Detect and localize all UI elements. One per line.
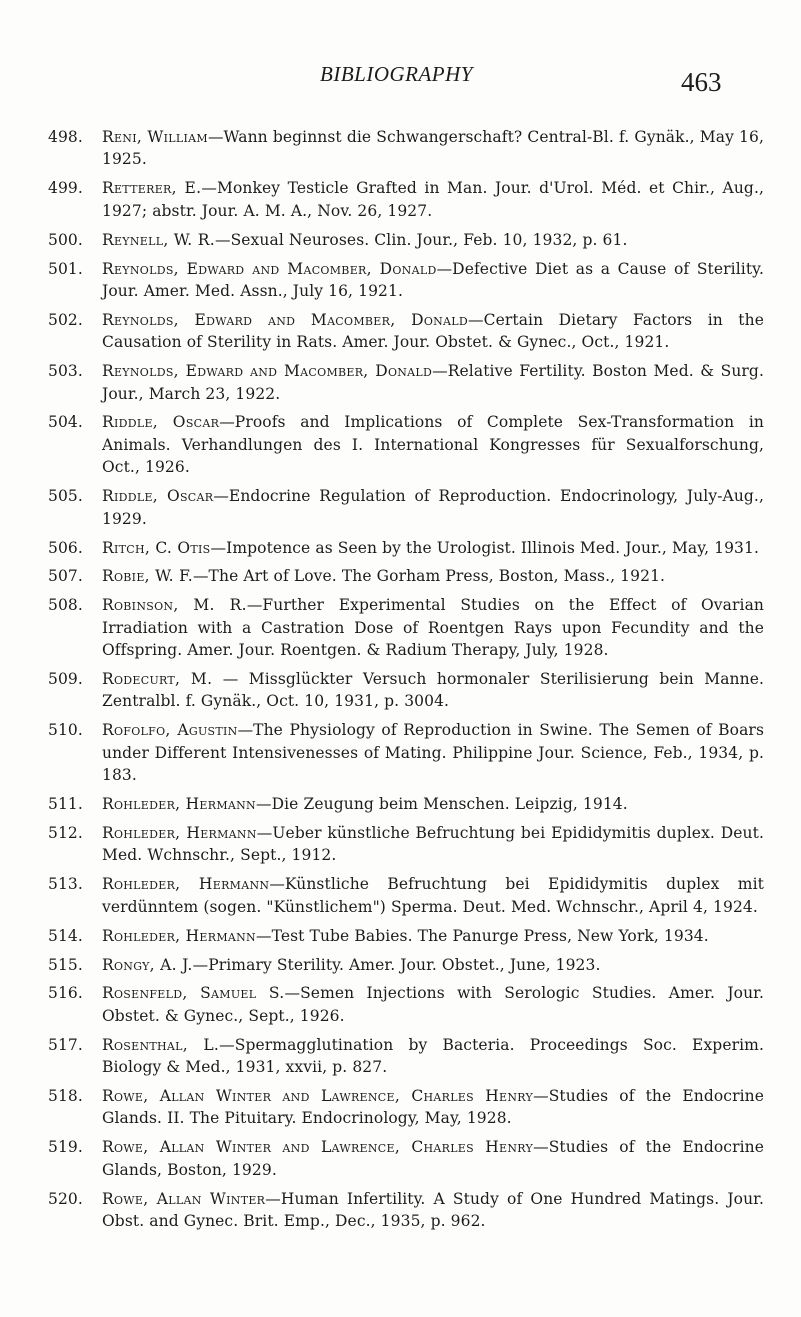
entry-number: 505. [48, 487, 83, 506]
entry-author: Rowe, Allan Winter [102, 1189, 266, 1208]
entry-citation: — Missglückter Versuch hormonaler Sterilisierung bein Manne. Zentralbl. f. Gynäk., Oct. 10, 1931, p. 3004. [102, 670, 764, 711]
entry-number: 498. [48, 128, 83, 146]
entry-number: 502. [48, 310, 83, 329]
entry-number: 515. [48, 955, 83, 974]
entry-number: 507. [48, 567, 83, 586]
bibliography-entry [48, 229, 764, 251]
bibliography-entry [48, 1085, 764, 1130]
entry-number: 509. [48, 670, 83, 689]
bibliography-entry [48, 360, 764, 405]
entry-citation: —Human Infertility. A Study of One Hundred Matings. Jour. Obst. and Gynec. Brit. Emp., Dec., 1935, p. 962. [102, 1189, 764, 1231]
bibliography-entry [48, 309, 764, 354]
entry-author: Rofolfo, Agustin [102, 721, 238, 740]
bibliography-entry [48, 1034, 764, 1079]
entry-citation: —Certain Dietary Factors in the Causation of Sterility in Rats. Amer. Jour. Obstet. & Gynec., Oct., 1921. [102, 310, 764, 352]
entry-number: 506. [48, 538, 83, 557]
entry-author: Rowe, Allan Winter and Lawrence, Charles Henry [102, 1087, 534, 1106]
entry-number: 516. [48, 984, 83, 1003]
entry-citation: —Endocrine Regulation of Reproduction. Endocrinology, July-Aug., 1929. [102, 487, 764, 528]
bibliography-entry [48, 793, 764, 815]
bibliography-entry [48, 719, 764, 786]
bibliography-entry [48, 411, 764, 478]
entry-citation: —Monkey Testicle Grafted in Man. Jour. d'Urol. Méd. et Chir., Aug., 1927; abstr. Jour. A. M. A., Nov. 26, 1927. [102, 179, 764, 220]
bibliography-list [48, 126, 764, 1239]
entry-citation: —Relative Fertility. Boston Med. & Surg. Jour., March 23, 1922. [102, 362, 764, 403]
entry-author: Reni, William [102, 128, 208, 146]
entry-number: 520. [48, 1189, 83, 1208]
entry-number: 513. [48, 875, 83, 894]
entry-citation: —The Physiology of Reproduction in Swine. The Semen of Boars under Different Intensivenesses of Mating. Philippine Jour. Science, Feb., 1934, p. 183. [102, 721, 764, 785]
entry-citation: —Studies of the Endocrine Glands, Boston, 1929. [102, 1138, 764, 1179]
entry-citation: —Spermagglutination by Bacteria. Proceedings Soc. Experim. Biology & Med., 1931, xxvii, p. 827. [102, 1035, 764, 1077]
bibliography-entry [48, 1188, 764, 1233]
bibliography-entry [48, 668, 764, 713]
entry-citation: —Ueber künstliche Befruchtung bei Epididymitis duplex. Deut. Med. Wchnschr., Sept., 1912. [102, 823, 764, 865]
entry-number: 504. [48, 413, 83, 432]
entry-author: Rosenthal, L. [102, 1035, 220, 1054]
entry-author: Riddle, Oscar [102, 487, 214, 506]
entry-citation: —The Art of Love. The Gorham Press, Boston, Mass., 1921. [192, 567, 666, 586]
bibliography-entry [48, 258, 764, 303]
entry-author: Rongy, A. J. [102, 955, 193, 974]
bibliography-entry [48, 126, 764, 171]
entry-number: 517. [48, 1035, 83, 1054]
entry-author: Rohleder, Hermann [102, 823, 257, 842]
entry-author: Reynell, W. R. [102, 230, 215, 249]
entry-number: 501. [48, 259, 83, 278]
entry-number: 514. [48, 926, 83, 945]
entry-number: 499. [48, 179, 83, 198]
bibliography-entry [48, 537, 764, 559]
entry-author: Retterer, E. [102, 179, 202, 198]
entry-citation: —Wann beginnst die Schwangerschaft? Central-Bl. f. Gynäk., May 16, 1925. [102, 128, 764, 169]
entry-citation: —Künstliche Befruchtung bei Epididymitis duplex mit verdünntem (sogen. "Künstlichem") Sperma. Deut. Med. Wchnschr., April 4, 1924. [102, 875, 764, 916]
entry-citation: —Sexual Neuroses. Clin. Jour., Feb. 10, 1932, p. 61. [214, 230, 628, 249]
entry-citation: —Semen Injections with Serologic Studies. Amer. Jour. Obstet. & Gynec., Sept., 1926. [102, 984, 764, 1025]
entry-number: 508. [48, 596, 83, 615]
entry-author: Rohleder, Hermann [102, 875, 270, 894]
bibliography-entry [48, 954, 764, 976]
bibliography-entry [48, 565, 764, 587]
entry-author: Rodecurt, M. [102, 670, 213, 689]
entry-citation: —Further Experimental Studies on the Effect of Ovarian Irradiation with a Castration Dose of Roentgen Rays upon Fecundity and the Offspring. Amer. Jour. Roentgen. & Radium Therapy, July, 1928. [102, 596, 764, 660]
entry-author: Rosenfeld, Samuel S. [102, 984, 285, 1003]
bibliography-entry [48, 822, 764, 867]
entry-number: 500. [48, 230, 83, 249]
entry-citation: —Defective Diet as a Cause of Sterility. Jour. Amer. Med. Assn., July 16, 1921. [102, 259, 764, 300]
entry-author: Robie, W. F. [102, 567, 193, 586]
entry-author: Rowe, Allan Winter and Lawrence, Charles Henry [102, 1138, 534, 1157]
entry-number: 519. [48, 1138, 83, 1157]
entry-author: Rohleder, Hermann [102, 795, 256, 814]
entry-citation: —Studies of the Endocrine Glands. II. The Pituitary. Endocrinology, May, 1928. [102, 1087, 764, 1128]
entry-citation: —Primary Sterility. Amer. Jour. Obstet., June, 1923. [192, 955, 601, 974]
entry-author: Robinson, M. R. [102, 596, 247, 615]
entry-author: Ritch, C. Otis [102, 538, 211, 557]
page-number: 463 [681, 67, 722, 97]
entry-citation: —Test Tube Babies. The Panurge Press, New York, 1934. [256, 926, 709, 945]
entry-author: Reynolds, Edward and Macomber, Donald [102, 362, 433, 381]
entry-citation: —Impotence as Seen by the Urologist. Illinois Med. Jour., May, 1931. [210, 538, 759, 557]
entry-number: 503. [48, 362, 83, 381]
running-title: BIBLIOGRAPHY [320, 62, 473, 86]
entry-author: Reynolds, Edward and Macomber, Donald [102, 310, 469, 329]
entry-author: Riddle, Oscar [102, 413, 220, 432]
entry-number: 511. [48, 795, 83, 814]
bibliography-entry [48, 1136, 764, 1181]
bibliography-entry [48, 485, 764, 530]
entry-number: 510. [48, 721, 83, 740]
bibliography-entry [48, 873, 764, 918]
entry-citation: —Die Zeugung beim Menschen. Leipzig, 1914. [256, 795, 628, 814]
bibliography-entry [48, 925, 764, 947]
entry-author: Reynolds, Edward and Macomber, Donald [102, 259, 437, 278]
page-header [0, 62, 801, 102]
bibliography-entry [48, 177, 764, 222]
entry-citation: —Proofs and Implications of Complete Sex-Transformation in Animals. Verhandlungen des I. International Kongresses für Sexualforschung, Oct., 1926. [102, 413, 764, 477]
entry-author: Rohleder, Hermann [102, 926, 256, 945]
entry-number: 518. [48, 1087, 83, 1106]
entry-number: 512. [48, 823, 83, 842]
bibliography-entry [48, 982, 764, 1027]
bibliography-entry [48, 594, 764, 661]
